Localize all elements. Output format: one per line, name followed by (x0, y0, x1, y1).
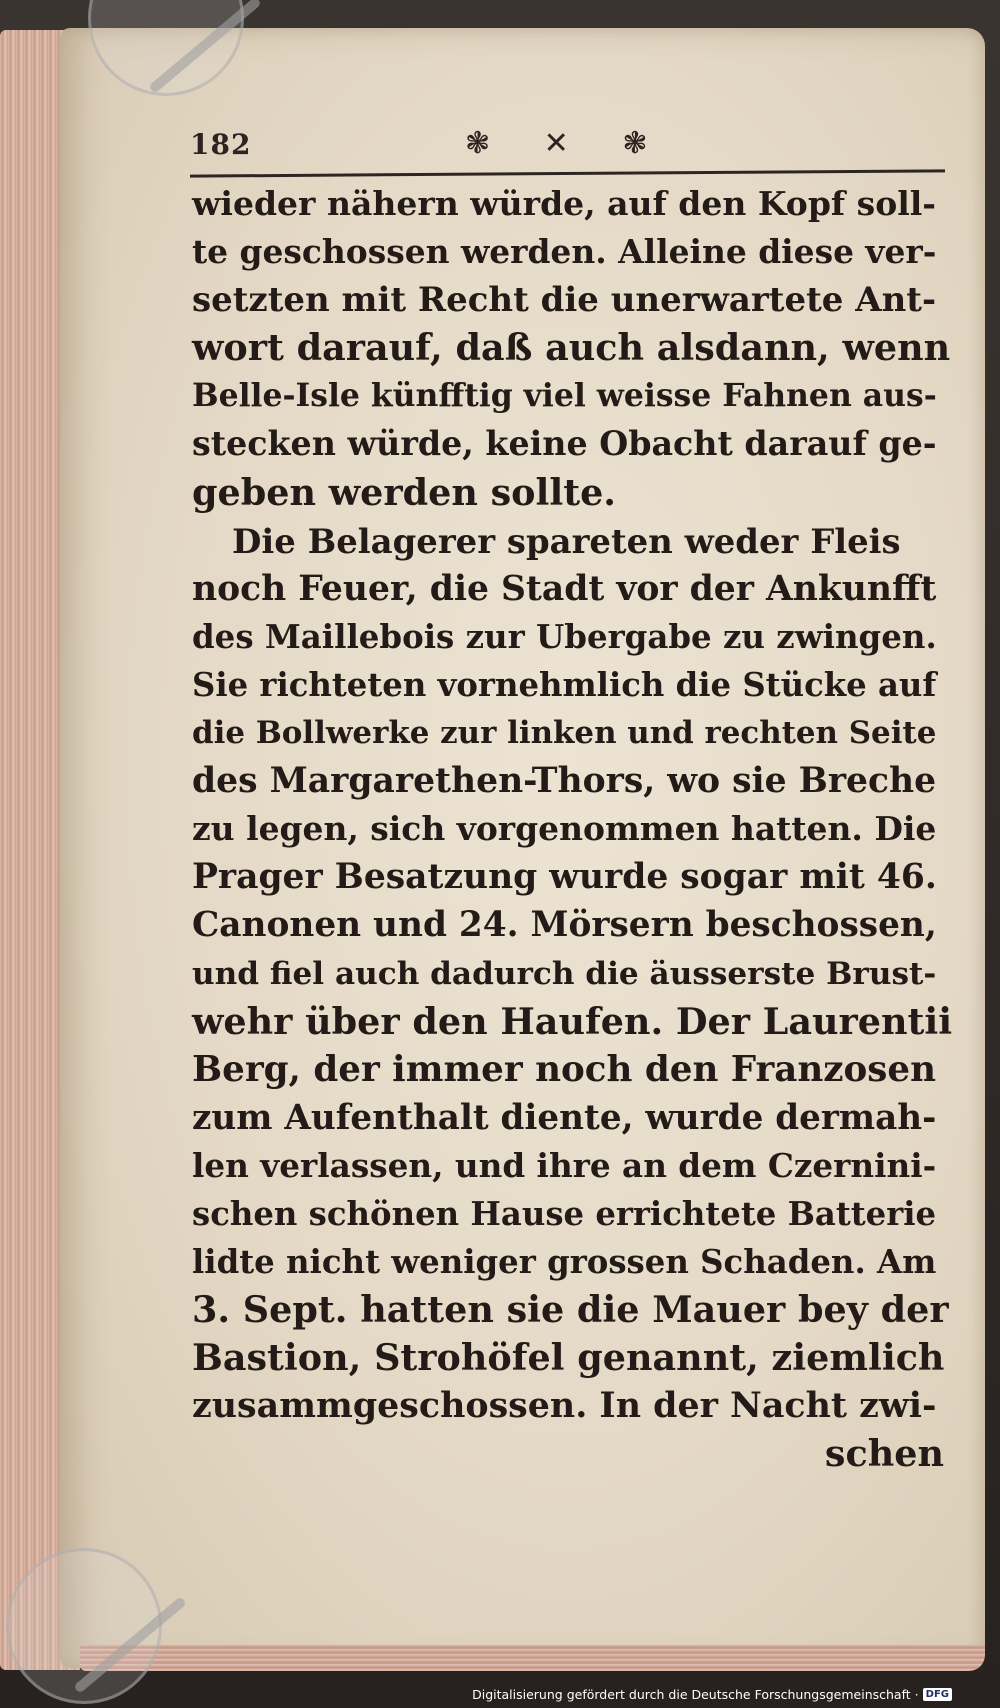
text-line: Prager Besatzung wurde sogar mit 46. (192, 857, 937, 898)
page-stack-edge-bottom (80, 1645, 985, 1671)
text-line: setzten mit Recht die unerwartete Ant- (192, 280, 937, 321)
text-line: des Margarethen-Thors, wo sie Breche (192, 761, 937, 802)
text-line: lidte nicht weniger grossen Schaden. Am (192, 1243, 937, 1282)
text-line: Die Belagerer spareten weder Fleis (232, 520, 901, 561)
dfg-logo-icon: DFG (923, 1688, 952, 1701)
text-line: schen schönen Hause errichtete Batterie (192, 1194, 937, 1233)
text-line: zum Aufenthalt diente, wurde dermah- (192, 1097, 937, 1138)
catchword: schen (824, 1432, 944, 1476)
text-line: Sie richteten vornehmlich die Stücke auf (192, 665, 937, 704)
text-line: wort darauf, daß auch alsdann, wenn (192, 326, 951, 370)
text-line: noch Feuer, die Stadt vor der Ankunfft (192, 568, 937, 609)
page-header (190, 128, 950, 174)
text-line: Berg, der immer noch den Franzosen (192, 1048, 936, 1090)
text-line: te geschossen werden. Alleine diese ver- (192, 232, 937, 272)
digitization-credit: Digitalisierung gefördert durch die Deutsche Forschungsgemeinschaft · DFG (472, 1684, 952, 1704)
text-line: 3. Sept. hatten sie die Mauer bey der (192, 1288, 949, 1332)
text-line: geben werden sollte. (192, 470, 617, 514)
text-line: wehr über den Haufen. Der Laurentii (192, 999, 953, 1043)
text-line: zusammgeschossen. In der Nacht zwi- (192, 1385, 937, 1427)
text-line: die Bollwerke zur linken und rechten Seite (192, 715, 937, 752)
text-line: des Maillebois zur Ubergabe zu zwingen. (192, 617, 937, 656)
body-text (192, 180, 952, 1479)
text-line: und fiel auch dadurch die äusserste Brust- (192, 955, 937, 992)
text-line: wieder nähern würde, auf den Kopf soll- (192, 184, 936, 223)
text-line: len verlassen, und ihre an dem Czernini- (192, 1145, 937, 1185)
header-ornament-icon: ❃ ✕ ❃ (465, 126, 670, 161)
text-line: Canonen und 24. Mörsern beschossen, (192, 905, 937, 946)
page-number: 182 (190, 128, 252, 161)
text-line: stecken würde, keine Obacht darauf ge- (192, 424, 937, 464)
text-line: Belle-Isle künfftig viel weisse Fahnen aus- (192, 377, 937, 415)
text-line: Bastion, Strohöfel genannt, ziemlich (192, 1336, 945, 1380)
credit-text: Digitalisierung gefördert durch die Deutsche Forschungsgemeinschaft (472, 1686, 911, 1702)
text-line: zu legen, sich vorgenommen hatten. Die (192, 809, 937, 849)
